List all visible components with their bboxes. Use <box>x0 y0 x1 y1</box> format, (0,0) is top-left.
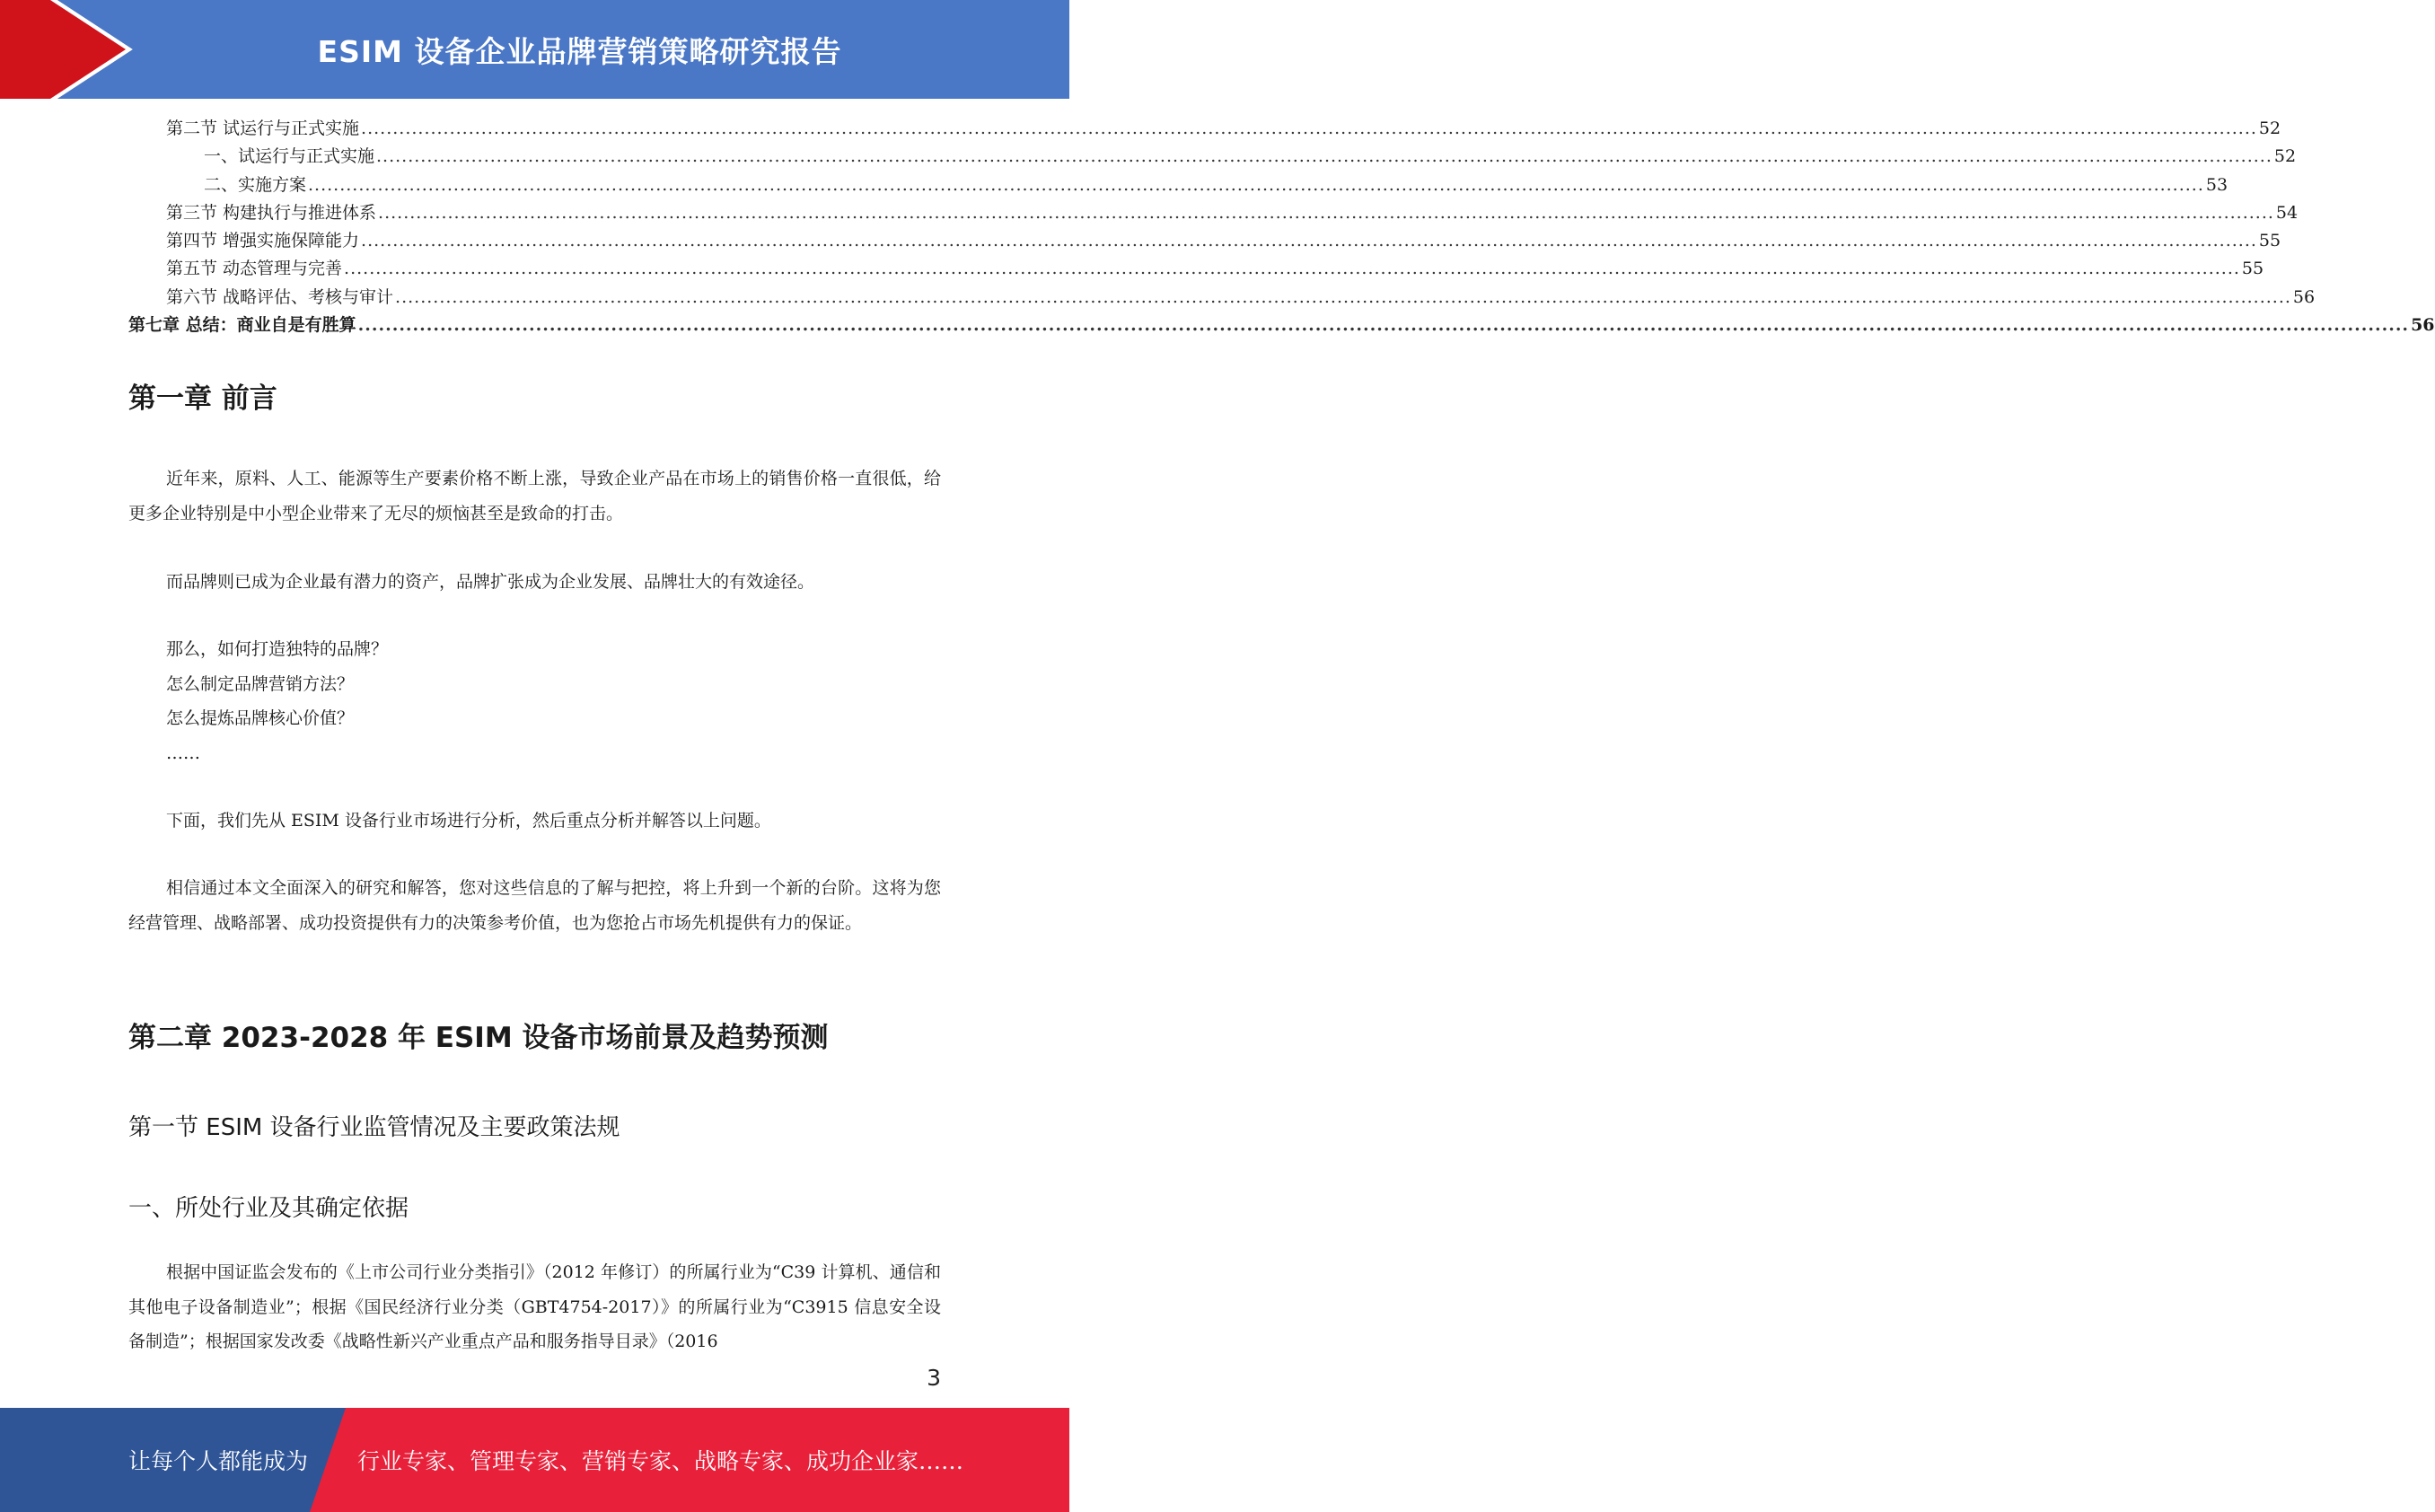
toc-entry-label: 一、试运行与正式实施 <box>204 146 375 167</box>
toc-entry[interactable] <box>128 227 2281 255</box>
toc-entry-page: 54 <box>2275 202 2299 223</box>
toc-entry[interactable] <box>128 255 2264 283</box>
toc-entry-label: 二、实施方案 <box>204 174 307 195</box>
question-line: 怎么提炼品牌核心价值？ <box>166 708 355 728</box>
toc-leader-dots: ............................................................................................................................................................................................................................................................................................................ <box>308 174 2204 195</box>
chapter-heading: 第一章 前言 <box>128 382 277 415</box>
footer-banner <box>0 1408 1069 1512</box>
toc-entry[interactable] <box>128 143 2297 171</box>
toc-entry-page: 55 <box>2241 259 2264 279</box>
question-list <box>128 632 941 770</box>
paragraph: 近年来，原料、人工、能源等生产要素价格不断上涨，导致企业产品在市场上的销售价格一直很低，给更多企业特别是中小型企业带来了无尽的烦恼甚至是致命的打击。 <box>128 469 941 523</box>
chapter-heading: 第二章 2023-2028 年 ESIM 设备市场前景及趋势预测 <box>128 1022 829 1054</box>
toc-entry[interactable] <box>128 312 2435 339</box>
toc-entry[interactable] <box>128 115 2281 143</box>
toc-entry-label: 第五节 动态管理与完善 <box>166 259 343 279</box>
toc-leader-dots: ............................................................................................................................................................................................................................................................................................................ <box>357 315 2410 336</box>
toc-entry-page: 53 <box>2205 174 2228 195</box>
paragraph: 相信通过本文全面深入的研究和解答，您对这些信息的了解与把控，将上升到一个新的台阶。这将为您经营管理、战略部署、成功投资提供有力的决策参考价值，也为您抢占市场先机提供有力的保证。 <box>128 878 941 933</box>
footer-slogan-left: 让每个人都能成为 <box>128 1448 309 1474</box>
toc-entry-label: 第七章 总结：商业自是有胜算 <box>128 315 356 336</box>
ellipsis-line: …… <box>166 743 200 763</box>
toc-entry-page: 52 <box>2258 119 2281 138</box>
toc-leader-dots: ............................................................................................................................................................................................................................................................................................................ <box>395 286 2291 307</box>
toc-leader-dots: ............................................................................................................................................................................................................................................................................................................ <box>361 119 2257 138</box>
toc-entry-label: 第六节 战略评估、考核与审计 <box>166 286 394 307</box>
toc-entry[interactable] <box>128 171 2228 199</box>
toc-entry[interactable] <box>128 284 2316 312</box>
paragraph: 下面，我们先从 ESIM 设备行业市场进行分析，然后重点分析并解答以上问题。 <box>166 811 771 831</box>
toc-leader-dots: ............................................................................................................................................................................................................................................................................................................ <box>378 202 2274 223</box>
toc-leader-dots: ............................................................................................................................................................................................................................................................................................................ <box>344 259 2240 279</box>
section-heading: 第一节 ESIM 设备行业监管情况及主要政策法规 <box>128 1114 620 1141</box>
toc-entry-page: 55 <box>2258 231 2281 251</box>
paragraph: 根据中国证监会发布的《上市公司行业分类指引》（2012 年修订）的所属行业为“C39 计算机、通信和其他电子设备制造业”；根据《国民经济行业分类（GBT4754-2017）》的所属行业为“C3915 信息安全设备制造”；根据国家发改委《战略性新兴产业重点产品和服务指导目录》（2016 <box>128 1262 941 1351</box>
toc-entry-label: 第四节 增强实施保障能力 <box>166 231 360 251</box>
subsection-heading: 一、所处行业及其确定依据 <box>128 1195 409 1222</box>
toc-entry-page: 52 <box>2273 146 2297 167</box>
toc-entry-label: 第二节 试运行与正式实施 <box>166 119 360 138</box>
page-number: 3 <box>927 1365 941 1391</box>
report-header-banner <box>0 0 1069 99</box>
question-line: 怎么制定品牌营销方法？ <box>166 673 355 694</box>
toc-leader-dots: ............................................................................................................................................................................................................................................................................................................ <box>361 231 2257 251</box>
toc-leader-dots: ............................................................................................................................................................................................................................................................................................................ <box>376 146 2272 167</box>
report-title: ESIM 设备企业品牌营销策略研究报告 <box>317 33 842 69</box>
toc-entry-label: 第三节 构建执行与推进体系 <box>166 202 377 223</box>
toc-entry-page: 56 <box>2411 315 2435 336</box>
red-chevron-icon <box>0 0 144 99</box>
footer-slogan-right: 行业专家、管理专家、营销专家、战略专家、成功企业家…… <box>357 1448 964 1474</box>
table-of-contents <box>128 115 2435 339</box>
toc-entry-page: 56 <box>2292 286 2316 307</box>
paragraph: 而品牌则已成为企业最有潜力的资产，品牌扩张成为企业发展、品牌壮大的有效途径。 <box>166 572 815 592</box>
question-line: 那么，如何打造独特的品牌？ <box>166 639 389 659</box>
toc-entry[interactable] <box>128 199 2299 227</box>
